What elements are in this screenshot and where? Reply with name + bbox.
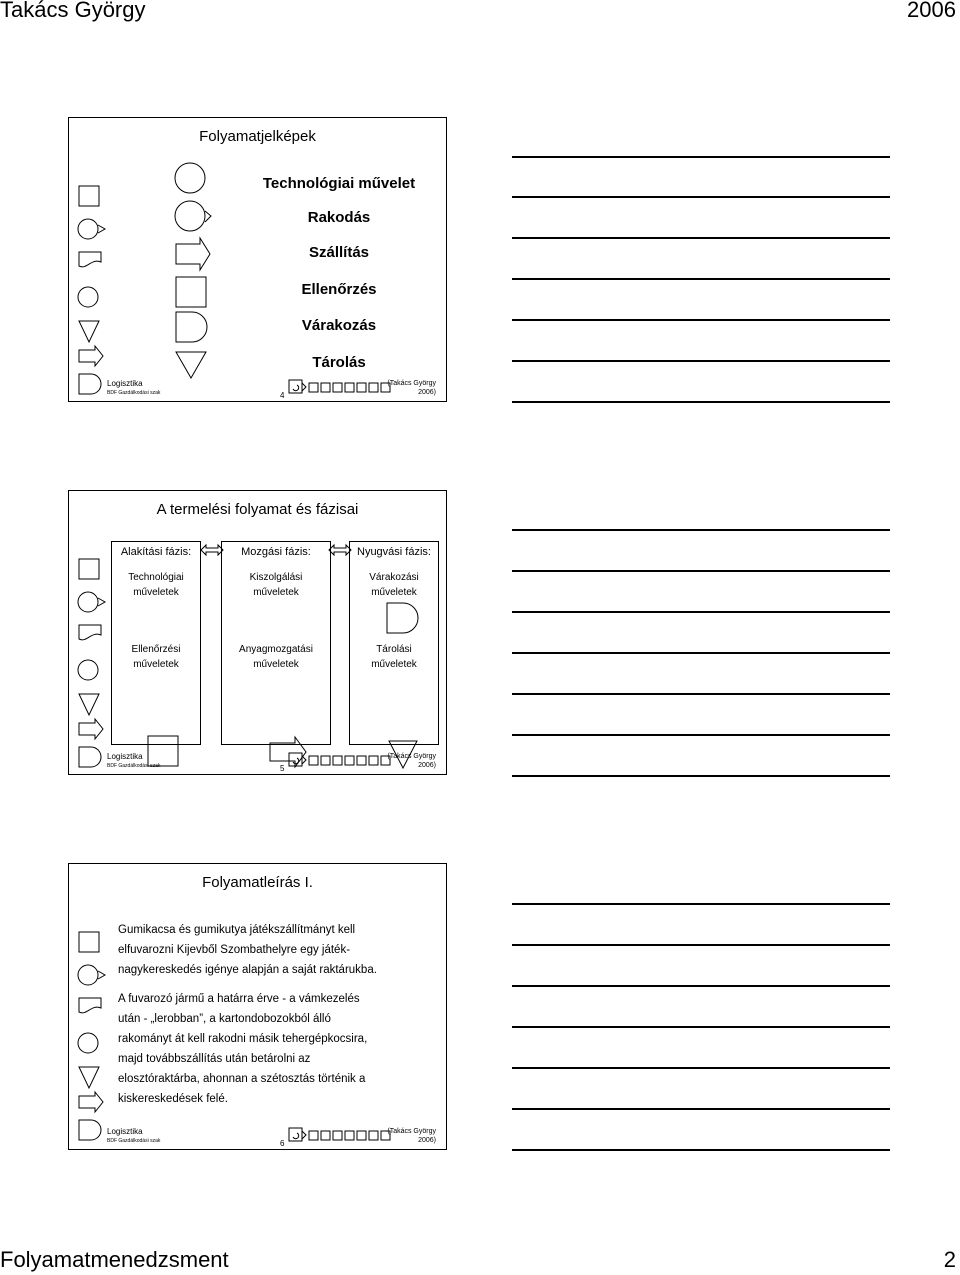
slide-logo: Logisztika BDF Gazdálkodási szak <box>107 752 161 769</box>
note-line <box>512 237 890 239</box>
note-line <box>512 401 890 403</box>
item-loading: Rakodás <box>307 209 371 226</box>
circle-arrow-icon <box>78 965 98 985</box>
slide-number: 5 <box>280 764 285 773</box>
header-year: 2006 <box>907 0 956 22</box>
note-line <box>512 529 890 531</box>
slide-6 <box>68 863 447 1150</box>
phase-op-2: Ellenőrzési műveletek <box>131 644 181 670</box>
note-line <box>512 1149 890 1151</box>
circle-arrow-tip <box>98 225 105 233</box>
slide-4 <box>68 117 447 402</box>
square-icon <box>79 559 99 579</box>
phase-title: Nyugvási fázis: <box>357 546 431 558</box>
phase-op-1: Technológiai műveletek <box>128 572 184 598</box>
footer-title: Folyamatmenedzsment <box>0 1247 229 1272</box>
note-line <box>512 985 890 987</box>
small-circle-icon <box>78 287 98 307</box>
phase-op-1: Kiszolgálási műveletek <box>249 572 303 598</box>
slide-title: Folyamatjelképek <box>199 128 316 145</box>
item-storage: Tárolás <box>312 354 366 371</box>
flag-icon <box>79 998 101 1013</box>
paragraph-2: A fuvarozó jármű a határra érve - a vámkezelés után - „lerobban”, a kartondobozokból álló rakományt át kell rakodni másik tehergépkocsira, majd továbbszállítás után betárolni az elosztóraktárba, ahonnan a szétosztás történik a kiskereskedések felé. <box>118 993 368 1105</box>
down-triangle-icon <box>79 694 99 715</box>
slide-logo: Logisztika BDF Gazdálkodási szak <box>107 379 161 396</box>
note-line <box>512 1108 890 1110</box>
note-line <box>512 196 890 198</box>
note-line <box>512 693 890 695</box>
note-line <box>512 1067 890 1069</box>
arrow-icon <box>79 1092 103 1112</box>
note-line <box>512 1026 890 1028</box>
slide-author: (Takács György 2006) <box>387 753 436 769</box>
slide-logo: Logisztika BDF Gazdálkodási szak <box>107 1127 161 1144</box>
note-line <box>512 903 890 905</box>
down-triangle-icon <box>79 321 99 342</box>
double-arrow-icon <box>200 544 224 556</box>
flag-icon <box>79 625 101 640</box>
down-triangle-icon <box>79 1067 99 1088</box>
d-shape-icon <box>79 747 101 767</box>
small-symbol-column <box>77 184 117 404</box>
square-icon <box>79 932 99 952</box>
phase-op-1: Várakozási műveletek <box>369 572 419 598</box>
phase-op-2: Tárolási műveletek <box>371 644 417 670</box>
note-line <box>512 319 890 321</box>
d-shape-icon <box>79 1120 101 1140</box>
note-line <box>512 360 890 362</box>
item-delay: Várakozás <box>301 317 377 334</box>
transport-arrow-icon <box>176 238 210 270</box>
note-line <box>512 775 890 777</box>
note-line <box>512 570 890 572</box>
slide-author: (Takács György 2006) <box>387 1128 436 1144</box>
slide-title: A termelési folyamat és fázisai <box>156 501 359 518</box>
phase-box-movement <box>221 541 331 745</box>
note-line <box>512 156 890 158</box>
note-line <box>512 278 890 280</box>
item-inspection: Ellenőrzés <box>301 281 377 298</box>
loading-arrow-tip <box>205 211 211 222</box>
inspection-square-icon <box>176 277 206 307</box>
slide-number: 6 <box>280 1139 285 1148</box>
loading-circle-icon <box>175 201 205 231</box>
note-line <box>512 652 890 654</box>
phase-title: Mozgási fázis: <box>241 546 311 558</box>
flag-icon <box>79 252 101 267</box>
arrow-icon <box>79 346 103 366</box>
phase-op-2: Anyagmozgatási műveletek <box>239 644 313 670</box>
item-technological-operation: Technológiai művelet <box>262 175 416 192</box>
slide-author: (Takács György 2006) <box>387 380 436 396</box>
paragraph-1: Gumikacsa és gumikutya játékszállítmányt kell elfuvarozni Kijevből Szombathelyre egy játék- nagykereskedés igénye alapján a saját raktárukba. <box>118 924 377 976</box>
item-transport: Szállítás <box>308 244 370 261</box>
small-circle-icon <box>78 660 98 680</box>
note-line <box>512 944 890 946</box>
small-symbol-column <box>77 930 117 1150</box>
operation-circle-icon <box>175 163 205 193</box>
note-line <box>512 734 890 736</box>
phase-box-rest <box>349 541 439 745</box>
delay-d-icon <box>176 312 207 342</box>
note-line <box>512 611 890 613</box>
phase-box-forming <box>111 541 201 745</box>
slide-5 <box>68 490 447 775</box>
large-symbol-column <box>174 162 224 382</box>
storage-triangle-icon <box>176 352 206 378</box>
arrow-icon <box>79 719 103 739</box>
small-circle-icon <box>78 1033 98 1053</box>
phase-title: Alakítási fázis: <box>120 546 192 558</box>
circle-arrow-icon <box>78 592 98 612</box>
slide-title: Folyamatleírás I. <box>202 874 313 891</box>
delay-d-icon <box>386 602 420 636</box>
d-shape-icon <box>79 374 101 394</box>
header-author: Takács György <box>0 0 146 22</box>
slide-number: 4 <box>280 391 285 400</box>
circle-arrow-icon <box>78 219 98 239</box>
footer-page-number: 2 <box>943 1247 956 1272</box>
square-icon <box>79 186 99 206</box>
double-arrow-icon <box>328 544 352 556</box>
